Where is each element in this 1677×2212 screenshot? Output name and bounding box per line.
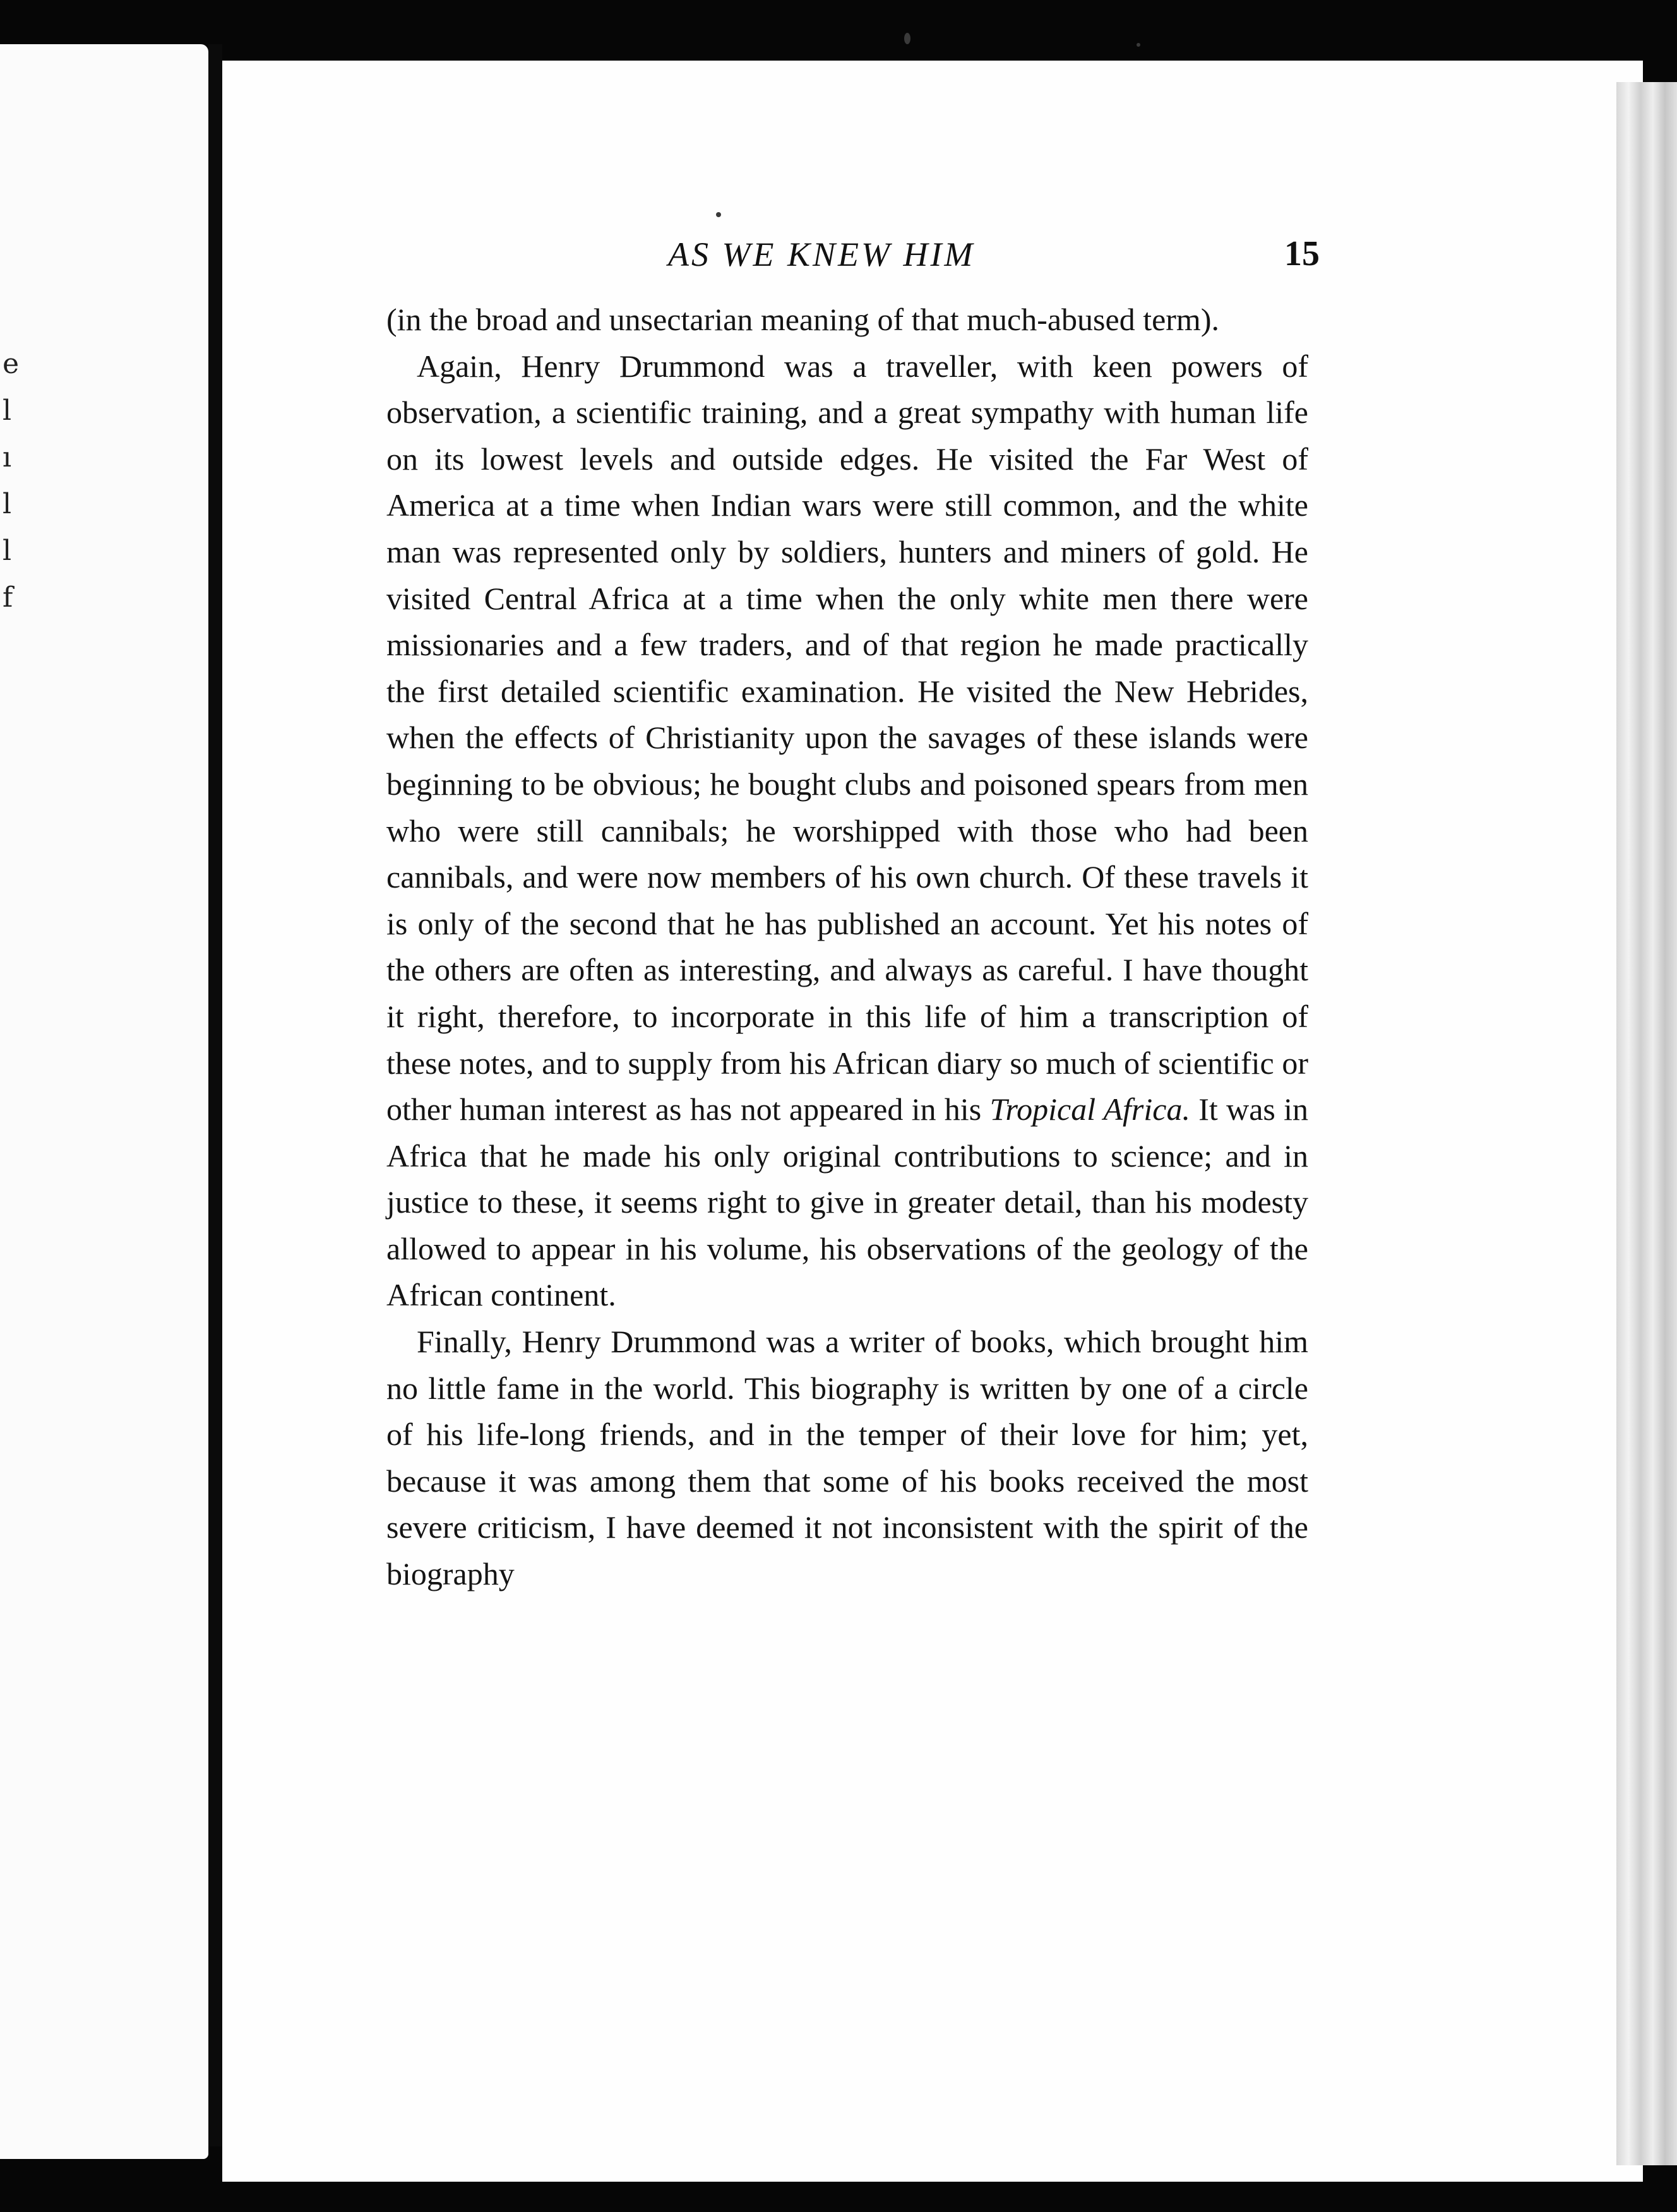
print-speck bbox=[716, 212, 721, 217]
paragraph-1: (in the broad and unsectarian meaning of that much-abused term). bbox=[386, 302, 1219, 337]
page-stack-edge bbox=[1616, 82, 1677, 2165]
page-number: 15 bbox=[1284, 234, 1320, 273]
fragment-char: l bbox=[3, 535, 12, 567]
print-speck bbox=[1137, 43, 1140, 47]
book-title-italic: Tropical Africa. bbox=[989, 1091, 1190, 1127]
fragment-char: e bbox=[3, 348, 20, 380]
paragraph-2 bbox=[386, 343, 1308, 1319]
facing-page-left bbox=[0, 44, 208, 2159]
fragment-char: l bbox=[3, 395, 12, 427]
running-title: AS WE KNEW HIM bbox=[668, 235, 976, 273]
paragraph-3: Finally, Henry Drummond was a writer of books, which brought him no little fame in the world. This biography is written by one of a circle of his life-long friends, and in the temper of their love for him; yet, because it was among them that some of his books received the most severe criticism, I have deemed it not inconsistent with the spirit of the biography bbox=[386, 1324, 1308, 1592]
fragment-char: f bbox=[3, 581, 13, 614]
page-header bbox=[668, 234, 1320, 284]
paragraph-2-continued: It was in Africa that he made his only original contributions to science; and in justice to these, it seems right to give in greater detail, than his modesty allowed to appear in his volume, his observations of the geology of the African continent. bbox=[386, 1091, 1309, 1313]
fragment-char: l bbox=[3, 488, 12, 520]
fragment-char: ı bbox=[3, 441, 12, 473]
body-text bbox=[386, 297, 1308, 1598]
book-gutter bbox=[208, 44, 222, 2146]
paragraph-2-text: Again, Henry Drummond was a traveller, with keen powers of observation, a scientific training, and a great sympathy with human life on its lowest levels and outside edges. He visited the Far West of America at a time when Indian wars were still common, and the white man was represented only by soldiers, hunters and miners of gold. He visited Central Africa at a time when the only white men there were missionaries and a few traders, and of that region he made practically the first detailed scientific examination. He visited the New Hebrides, when the effects of Christianity upon the savages of these islands were beginning to be obvious; he bought clubs and poisoned spears from men who were still cannibals; he worshipped with those who had been cannibals, and were now members of his own church. Of these travels it is only of the second that he has published an account. Yet his notes of the others are often as interesting, and always as careful. I have thought it right, therefore, to incorporate in this life of him a transcription of these notes, and to supply from his African diary so much of scientific or other human interest as has not appeared in his bbox=[386, 348, 1308, 1127]
print-speck bbox=[904, 33, 910, 44]
facing-page-text-fragments bbox=[3, 341, 20, 621]
